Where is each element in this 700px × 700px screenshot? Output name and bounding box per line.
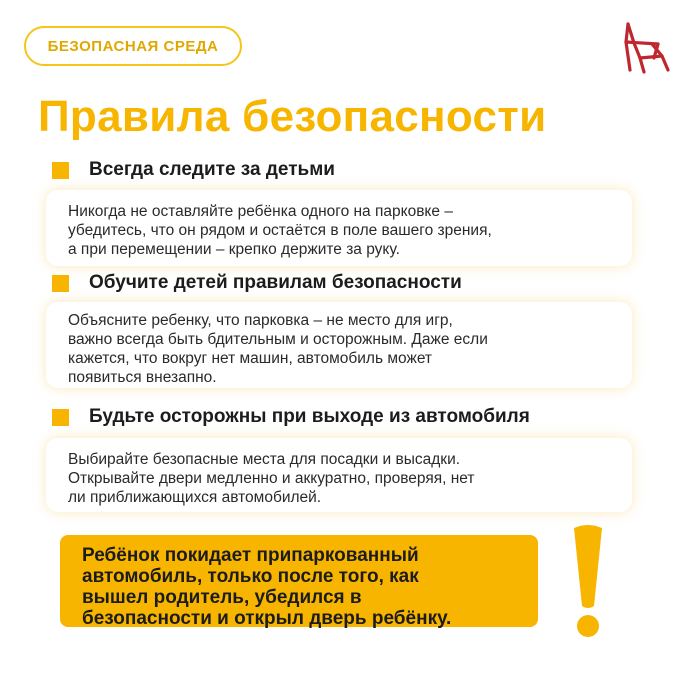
bullet-square-icon	[52, 162, 69, 179]
bullet-square-icon	[52, 275, 69, 292]
callout-text-line: безопасности и открыл дверь ребёнку.	[82, 608, 452, 629]
callout-text-line: Ребёнок покидает припаркованный	[82, 545, 419, 566]
card-text-line: появиться внезапно.	[68, 369, 217, 386]
callout-text-line: автомобиль, только после того, как	[82, 566, 419, 587]
card-text-line: Открывайте двери медленно и аккуратно, проверяя, нет	[68, 470, 475, 487]
card-text-line: важно всегда быть бдительным и осторожным. Даже если	[68, 331, 488, 348]
bullet-square-icon	[52, 409, 69, 426]
page-title: Правила безопасности	[38, 92, 547, 141]
section-heading-teach	[52, 272, 462, 294]
callout-text-line: вышел родитель, убедился в	[82, 587, 362, 608]
card-text-line: кажется, что вокруг нет машин, автомобиль может	[68, 350, 433, 367]
section-card-teach	[46, 302, 632, 388]
exclamation-icon	[566, 522, 610, 640]
card-text-line: Объясните ребенку, что парковка – не место для игр,	[68, 312, 453, 329]
section-heading-text: Всегда следите за детьми	[89, 159, 335, 180]
card-text-line: а при перемещении – крепко держите за руку.	[68, 241, 400, 258]
section-heading-exit-car	[52, 406, 530, 428]
section-card-supervise	[46, 190, 632, 266]
section-card-exit-car	[46, 438, 632, 512]
card-text-line: ли приближающихся автомобилей.	[68, 489, 322, 506]
card-text-line: Выбирайте безопасные места для посадки и высадки.	[68, 451, 461, 468]
warning-callout	[60, 535, 538, 627]
card-text-line: убедитесь, что он рядом и остаётся в поле вашего зрения,	[68, 222, 492, 239]
category-badge: БЕЗОПАСНАЯ СРЕДА	[24, 26, 242, 66]
section-heading-text: Обучите детей правилам безопасности	[89, 272, 462, 293]
section-heading-text: Будьте осторожны при выходе из автомобиля	[89, 406, 530, 427]
section-heading-supervise	[52, 159, 335, 181]
card-text-line: Никогда не оставляйте ребёнка одного на парковке –	[68, 203, 453, 220]
chair-logo-icon	[614, 18, 674, 78]
